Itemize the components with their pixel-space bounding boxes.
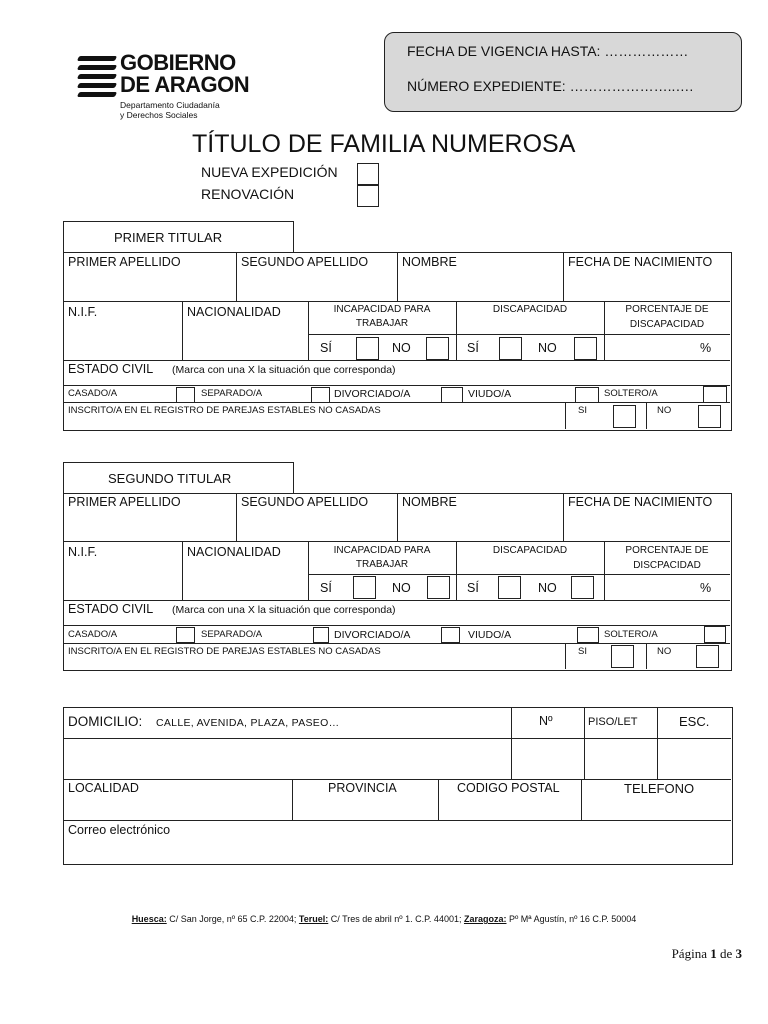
piso-input[interactable] [585, 739, 656, 778]
titular-header-cell [63, 221, 294, 254]
incapacidad-no-checkbox[interactable] [427, 576, 450, 599]
porcentaje-label-2: DISCPACIDAD [633, 560, 701, 571]
incapacidad-si-label: SÍ [320, 581, 332, 595]
numero-label: Nº [539, 714, 553, 728]
inscrito-si-checkbox[interactable] [611, 645, 634, 668]
discapacidad-no-checkbox[interactable] [571, 576, 594, 599]
separado-label: SEPARADO/A [201, 388, 263, 399]
incapacidad-no-label: NO [392, 581, 411, 595]
casado-checkbox[interactable] [176, 387, 195, 403]
page-title: TÍTULO DE FAMILIA NUMEROSA [192, 130, 576, 158]
renovacion-checkbox[interactable] [357, 185, 379, 207]
viudo-checkbox[interactable] [575, 387, 599, 403]
discapacidad-label: DISCAPACIDAD [492, 545, 568, 556]
porcentaje-label-1: PORCENTAJE DE [625, 545, 709, 556]
titular-header: PRIMER TITULAR [114, 230, 223, 245]
discapacidad-label: DISCAPACIDAD [492, 304, 568, 315]
domicilio-input[interactable] [64, 739, 510, 778]
casado-label: CASADO/A [68, 388, 118, 399]
logo-stripes-icon [78, 56, 116, 101]
casado-checkbox[interactable] [176, 627, 195, 643]
provincia-field[interactable]: PROVINCIA [328, 781, 397, 795]
viudo-checkbox[interactable] [577, 627, 599, 643]
nif-field[interactable]: N.I.F. [68, 545, 98, 559]
discapacidad-si-checkbox[interactable] [498, 576, 521, 599]
discapacidad-si-checkbox[interactable] [499, 337, 522, 360]
incapacidad-si-label: SÍ [320, 341, 332, 355]
incapacidad-si-checkbox[interactable] [356, 337, 379, 360]
discapacidad-si-label: SÍ [467, 341, 479, 355]
separado-checkbox[interactable] [313, 627, 329, 643]
correo-field[interactable]: Correo electrónico [68, 823, 171, 837]
page-number [672, 946, 742, 962]
nueva-expedicion-label: NUEVA EXPEDICIÓN [201, 164, 338, 180]
teruel-address: C/ Tres de abril nº 1. C.P. 44001; [328, 914, 464, 924]
porcentaje-label-1: PORCENTAJE DE [625, 304, 709, 315]
inscrito-si-label: SI [578, 646, 587, 657]
logo-line-1: GOBIERNO [120, 50, 236, 75]
esc-label: ESC. [679, 714, 710, 729]
soltero-label: SOLTERO/A [604, 629, 658, 640]
incapacidad-label-2: TRABAJAR [355, 559, 409, 570]
logo-department-1: Departamento Ciudadanía [120, 100, 220, 110]
viudo-label: VIUDO/A [468, 629, 512, 641]
divorciado-label: DIVORCIADO/A [334, 388, 411, 400]
page-middle: de [716, 946, 736, 961]
porcentaje-field[interactable]: % [700, 341, 712, 355]
numero-input[interactable] [512, 739, 583, 778]
incapacidad-label-1: INCAPACIDAD PARA [333, 304, 431, 315]
inscrito-si-label: SI [578, 405, 587, 416]
segundo-apellido-field[interactable]: SEGUNDO APELLIDO [241, 495, 369, 509]
fecha-nacimiento-field[interactable]: FECHA DE NACIMIENTO [568, 495, 713, 509]
expediente-field[interactable]: NÚMERO EXPEDIENTE: …………………..…. [407, 78, 694, 94]
address-footer [0, 914, 768, 924]
logo-line-2: DE ARAGON [120, 72, 250, 97]
esc-input[interactable] [658, 739, 730, 778]
nueva-expedicion-checkbox[interactable] [357, 163, 379, 185]
discapacidad-si-label: SÍ [467, 581, 479, 595]
titular-header-cell [63, 462, 294, 495]
estado-civil-hint: (Marca con una X la situación que corresponda) [172, 604, 396, 616]
vigencia-field[interactable]: FECHA DE VIGENCIA HASTA: ……………… [407, 43, 689, 59]
incapacidad-label-1: INCAPACIDAD PARA [333, 545, 431, 556]
zaragoza-address: Pº Mª Agustín, nº 16 C.P. 50004 [506, 914, 637, 924]
estado-civil-hint: (Marca con una X la situación que corresponda) [172, 364, 396, 376]
piso-label: PISO/LET [588, 716, 638, 728]
separado-label: SEPARADO/A [201, 629, 263, 640]
page-prefix: Página [671, 946, 711, 961]
teruel-label: Teruel: [298, 914, 329, 924]
estado-civil-label: ESTADO CIVIL [68, 602, 154, 616]
incapacidad-label-2: TRABAJAR [355, 318, 409, 329]
divorciado-checkbox[interactable] [441, 387, 463, 403]
porcentaje-field[interactable]: % [700, 581, 712, 595]
soltero-checkbox[interactable] [704, 626, 726, 643]
divorciado-label: DIVORCIADO/A [334, 629, 411, 641]
primer-apellido-field[interactable]: PRIMER APELLIDO [68, 495, 181, 509]
codigo-postal-field[interactable]: CODIGO POSTAL [457, 781, 560, 795]
segundo-apellido-field[interactable]: SEGUNDO APELLIDO [241, 255, 369, 269]
incapacidad-no-label: NO [392, 341, 411, 355]
page-current: 1 [710, 946, 717, 961]
gobierno-aragon-logo [78, 52, 278, 132]
zaragoza-label: Zaragoza: [463, 914, 507, 924]
discapacidad-no-checkbox[interactable] [574, 337, 597, 360]
inscrito-si-checkbox[interactable] [613, 405, 636, 428]
estado-civil-label: ESTADO CIVIL [68, 362, 154, 376]
casado-label: CASADO/A [68, 629, 118, 640]
telefono-field[interactable]: TELEFONO [624, 781, 695, 796]
inscrito-no-label: NO [657, 646, 672, 657]
porcentaje-label-2: DISCAPACIDAD [629, 319, 705, 330]
inscrito-label: INSCRITO/A EN EL REGISTRO DE PAREJAS ESTABLES NO CASADAS [68, 405, 381, 416]
primer-apellido-field[interactable]: PRIMER APELLIDO [68, 255, 181, 269]
viudo-label: VIUDO/A [468, 388, 512, 400]
nombre-field[interactable]: NOMBRE [402, 255, 457, 269]
discapacidad-no-label: NO [538, 581, 557, 595]
incapacidad-si-checkbox[interactable] [353, 576, 376, 599]
inscrito-no-checkbox[interactable] [698, 405, 721, 428]
soltero-checkbox[interactable] [703, 386, 727, 403]
nacionalidad-field[interactable]: NACIONALIDAD [187, 305, 281, 319]
fecha-nacimiento-field[interactable]: FECHA DE NACIMIENTO [568, 255, 713, 269]
nombre-field[interactable]: NOMBRE [402, 495, 457, 509]
logo-department-2: y Derechos Sociales [120, 110, 198, 120]
office-use-box [384, 32, 742, 112]
discapacidad-no-label: NO [538, 341, 557, 355]
soltero-label: SOLTERO/A [604, 388, 658, 399]
page-total: 3 [735, 946, 742, 961]
incapacidad-no-checkbox[interactable] [426, 337, 449, 360]
inscrito-no-checkbox[interactable] [696, 645, 719, 668]
inscrito-label: INSCRITO/A EN EL REGISTRO DE PAREJAS ESTABLES NO CASADAS [68, 646, 381, 657]
divorciado-checkbox[interactable] [441, 627, 460, 643]
titular-header: SEGUNDO TITULAR [108, 471, 232, 486]
domicilio-hint: CALLE, AVENIDA, PLAZA, PASEO… [156, 717, 340, 729]
nif-field[interactable]: N.I.F. [68, 305, 98, 319]
domicilio-label: DOMICILIO: [68, 714, 143, 729]
inscrito-no-label: NO [657, 405, 672, 416]
localidad-field[interactable]: LOCALIDAD [68, 781, 139, 795]
nacionalidad-field[interactable]: NACIONALIDAD [187, 545, 281, 559]
separado-checkbox[interactable] [311, 387, 330, 403]
huesca-address: C/ San Jorge, nº 65 C.P. 22004; [166, 914, 299, 924]
renovacion-label: RENOVACIÓN [201, 186, 295, 202]
huesca-label: Huesca: [131, 914, 167, 924]
